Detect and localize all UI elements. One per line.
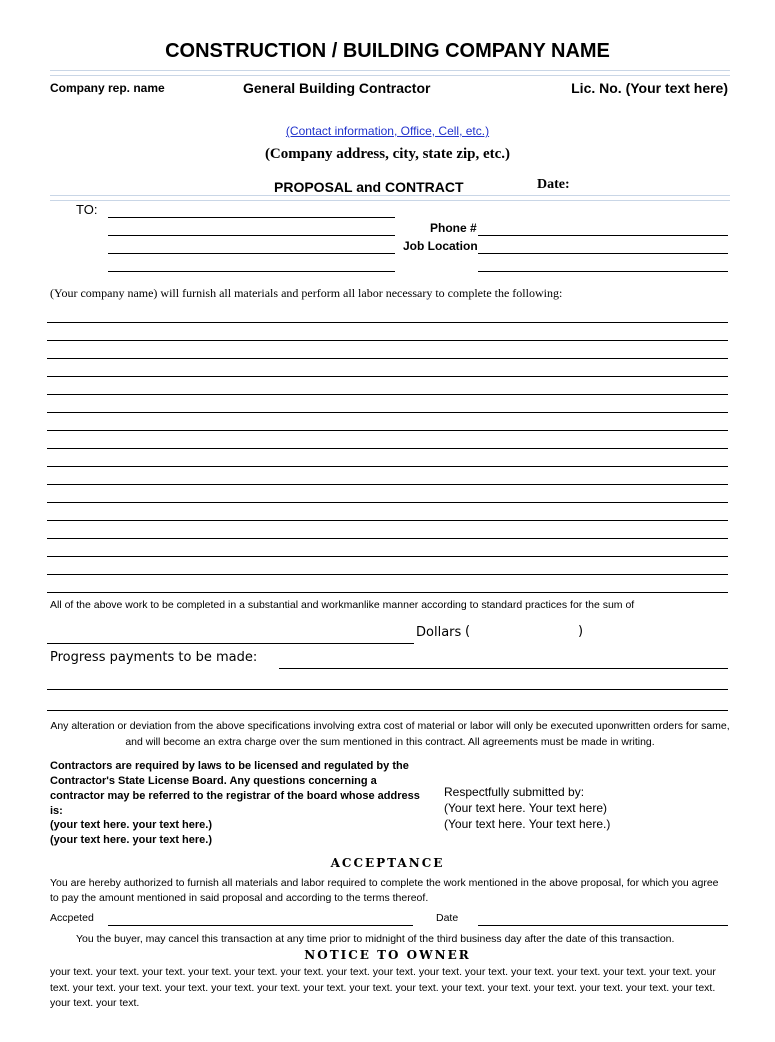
sum-line[interactable] xyxy=(47,643,414,644)
work-line[interactable] xyxy=(47,448,728,449)
to-label: TO: xyxy=(76,202,98,217)
to-line-2[interactable] xyxy=(108,235,395,236)
to-line-1[interactable] xyxy=(108,217,395,218)
submitted-by-label: Respectfully submitted by: xyxy=(444,785,585,799)
paren-open: ( xyxy=(465,624,471,639)
contractor-type: General Building Contractor xyxy=(243,80,431,96)
work-line[interactable] xyxy=(47,574,728,575)
phone-label: Phone # xyxy=(430,221,477,235)
notice-to-owner-text: your text. your text. your text. your text. your text. your text. your text. your text. your text. your text. your text. your text. your text. your text. your text. your text. your text. your text. your text. your text. your text. your text. your text. your text. your text. your text. your text. your text. your text. your text. your text. xyxy=(50,966,716,1009)
phone-line[interactable] xyxy=(478,235,728,236)
acceptance-date-line[interactable] xyxy=(478,925,728,926)
completion-text: All of the above work to be completed in a substantial and workmanlike manner according to standard practices for the sum of xyxy=(50,599,635,611)
acceptance-heading: ACCEPTANCE xyxy=(330,856,445,870)
submitted-line-1: (Your text here. Your text here) xyxy=(444,801,607,815)
license-notice-line-2: (your text here. your text here.) xyxy=(50,834,212,846)
alteration-notice: Any alteration or deviation from the above specifications involving extra cost of material or labor will only be executed uponwritten orders for same, and will become an extra charge over the sum mentioned in this contract. All agreements must be made in writing. xyxy=(50,720,730,748)
license-notice-line-1: (your text here. your text here.) xyxy=(50,819,212,831)
license-number: Lic. No. (Your text here) xyxy=(571,80,728,96)
progress-line-2[interactable] xyxy=(47,689,728,690)
rep-name-label: Company rep. name xyxy=(50,81,165,95)
progress-line-3[interactable] xyxy=(47,710,728,711)
contact-info-link[interactable]: (Contact information, Office, Cell, etc.) xyxy=(285,124,490,138)
work-line[interactable] xyxy=(47,502,728,503)
work-line[interactable] xyxy=(47,556,728,557)
acceptance-text: You are hereby authorized to furnish all materials and labor required to complete the work mentioned in the above proposal, for which you agree to pay the amount mentioned in said proposal and according to the terms thereof. xyxy=(50,877,719,904)
to-line-3[interactable] xyxy=(108,253,395,254)
work-line[interactable] xyxy=(47,484,728,485)
accepted-signature-line[interactable] xyxy=(108,925,413,926)
progress-line-1[interactable] xyxy=(279,668,728,669)
header-divider xyxy=(50,70,730,76)
proposal-divider xyxy=(50,195,730,201)
work-line[interactable] xyxy=(47,538,728,539)
accepted-label: Accpeted xyxy=(50,912,94,924)
to-line-4[interactable] xyxy=(108,271,395,272)
work-line[interactable] xyxy=(47,592,728,593)
work-line[interactable] xyxy=(47,412,728,413)
license-notice: Contractors are required by laws to be licensed and regulated by the Contractor's State License Board. Any questions concerning a contractor may be referred to the registrar of the board whose address is: xyxy=(50,760,420,817)
work-line[interactable] xyxy=(47,394,728,395)
date-label: Date: xyxy=(537,177,570,192)
job-location-label: Job Location xyxy=(403,239,478,253)
notice-to-owner-heading: NOTICE TO OWNER xyxy=(304,948,471,962)
cancel-notice: You the buyer, may cancel this transaction at any time prior to midnight of the third business day after the date of this transaction. xyxy=(76,933,675,945)
dollars-label: Dollars xyxy=(416,625,462,640)
paren-close: ) xyxy=(578,624,584,639)
work-line[interactable] xyxy=(47,430,728,431)
work-intro: (Your company name) will furnish all materials and perform all labor necessary to complete the following: xyxy=(50,286,563,300)
proposal-title: PROPOSAL and CONTRACT xyxy=(274,179,464,195)
work-line[interactable] xyxy=(47,520,728,521)
work-line[interactable] xyxy=(47,358,728,359)
work-line[interactable] xyxy=(47,466,728,467)
company-address: (Company address, city, state zip, etc.) xyxy=(264,146,511,162)
progress-payments-label: Progress payments to be made: xyxy=(50,650,258,665)
job-location-line-1[interactable] xyxy=(478,253,728,254)
work-line[interactable] xyxy=(47,376,728,377)
submitted-line-2: (Your text here. Your text here.) xyxy=(444,817,611,831)
acceptance-date-label: Date xyxy=(436,912,459,924)
company-name: CONSTRUCTION / BUILDING COMPANY NAME xyxy=(165,40,610,62)
job-location-line-2[interactable] xyxy=(478,271,728,272)
work-line[interactable] xyxy=(47,322,728,323)
work-line[interactable] xyxy=(47,340,728,341)
